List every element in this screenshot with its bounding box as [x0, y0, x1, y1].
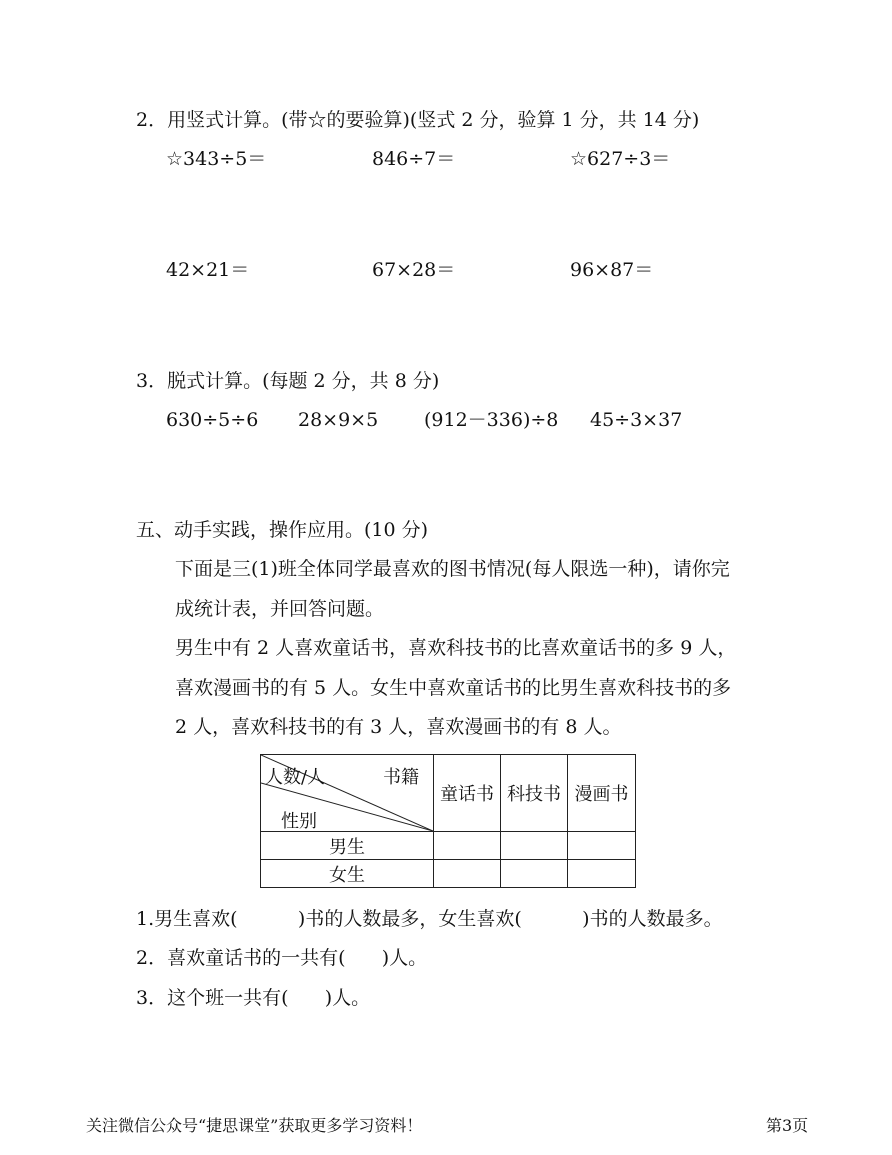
paragraph-line-4: 喜欢漫画书的有 5 人。女生中喜欢童话书的比男生喜欢科技书的多	[175, 677, 732, 699]
question-3-title: 3．脱式计算。(每题 2 分，共 8 分)	[136, 370, 440, 392]
q2-item-3: ☆627÷3＝	[570, 148, 671, 170]
paragraph-line-1: 下面是三(1)班全体同学最喜欢的图书情况(每人限选一种)，请你完	[175, 558, 730, 580]
sub-question-1: 1.男生喜欢( )书的人数最多，女生喜欢( )书的人数最多。	[136, 908, 723, 930]
q3-item-4: 45÷3×37	[590, 409, 683, 431]
statistics-table	[260, 754, 636, 888]
q2-item-4: 42×21＝	[166, 259, 250, 281]
sub-question-2: 2．喜欢童话书的一共有( )人。	[136, 947, 428, 969]
table-corner-header	[261, 755, 434, 832]
q2-item-6: 96×87＝	[570, 259, 654, 281]
corner-label-count: 人数/人	[265, 767, 326, 788]
q2-item-5: 67×28＝	[372, 259, 456, 281]
section-5-title: 五、动手实践，操作应用。(10 分)	[136, 519, 429, 541]
column-header-fairy-tale: 童话书	[434, 755, 501, 832]
cell-girls-science	[501, 860, 568, 888]
cell-girls-fairy-tale	[434, 860, 501, 888]
cell-boys-science	[501, 832, 568, 860]
cell-boys-fairy-tale	[434, 832, 501, 860]
q2-item-1: ☆343÷5＝	[166, 148, 267, 170]
corner-label-books: 书籍	[383, 767, 419, 788]
paragraph-line-2: 成统计表，并回答问题。	[175, 598, 385, 620]
row-header-boys: 男生	[261, 832, 434, 860]
sub-question-3: 3．这个班一共有( )人。	[136, 987, 371, 1009]
cell-boys-comics	[568, 832, 636, 860]
q3-item-3: (912－336)÷8	[424, 409, 559, 431]
footer-promo-text: 关注微信公众号“捷思课堂”获取更多学习资料！	[86, 1116, 423, 1135]
row-header-girls: 女生	[261, 860, 434, 888]
q3-item-1: 630÷5÷6	[166, 409, 259, 431]
corner-label-gender: 性别	[281, 811, 317, 832]
paragraph-line-5: 2 人，喜欢科技书的有 3 人，喜欢漫画书的有 8 人。	[175, 716, 622, 738]
q3-item-2: 28×9×5	[298, 409, 379, 431]
paragraph-line-3: 男生中有 2 人喜欢童话书，喜欢科技书的比喜欢童话书的多 9 人，	[175, 637, 737, 659]
column-header-science: 科技书	[501, 755, 568, 832]
question-2-title: 2．用竖式计算。(带☆的要验算)(竖式 2 分，验算 1 分，共 14 分)	[136, 109, 700, 131]
column-header-comics: 漫画书	[568, 755, 636, 832]
cell-girls-comics	[568, 860, 636, 888]
page-number: 第3页	[766, 1116, 809, 1135]
q2-item-2: 846÷7＝	[372, 148, 456, 170]
